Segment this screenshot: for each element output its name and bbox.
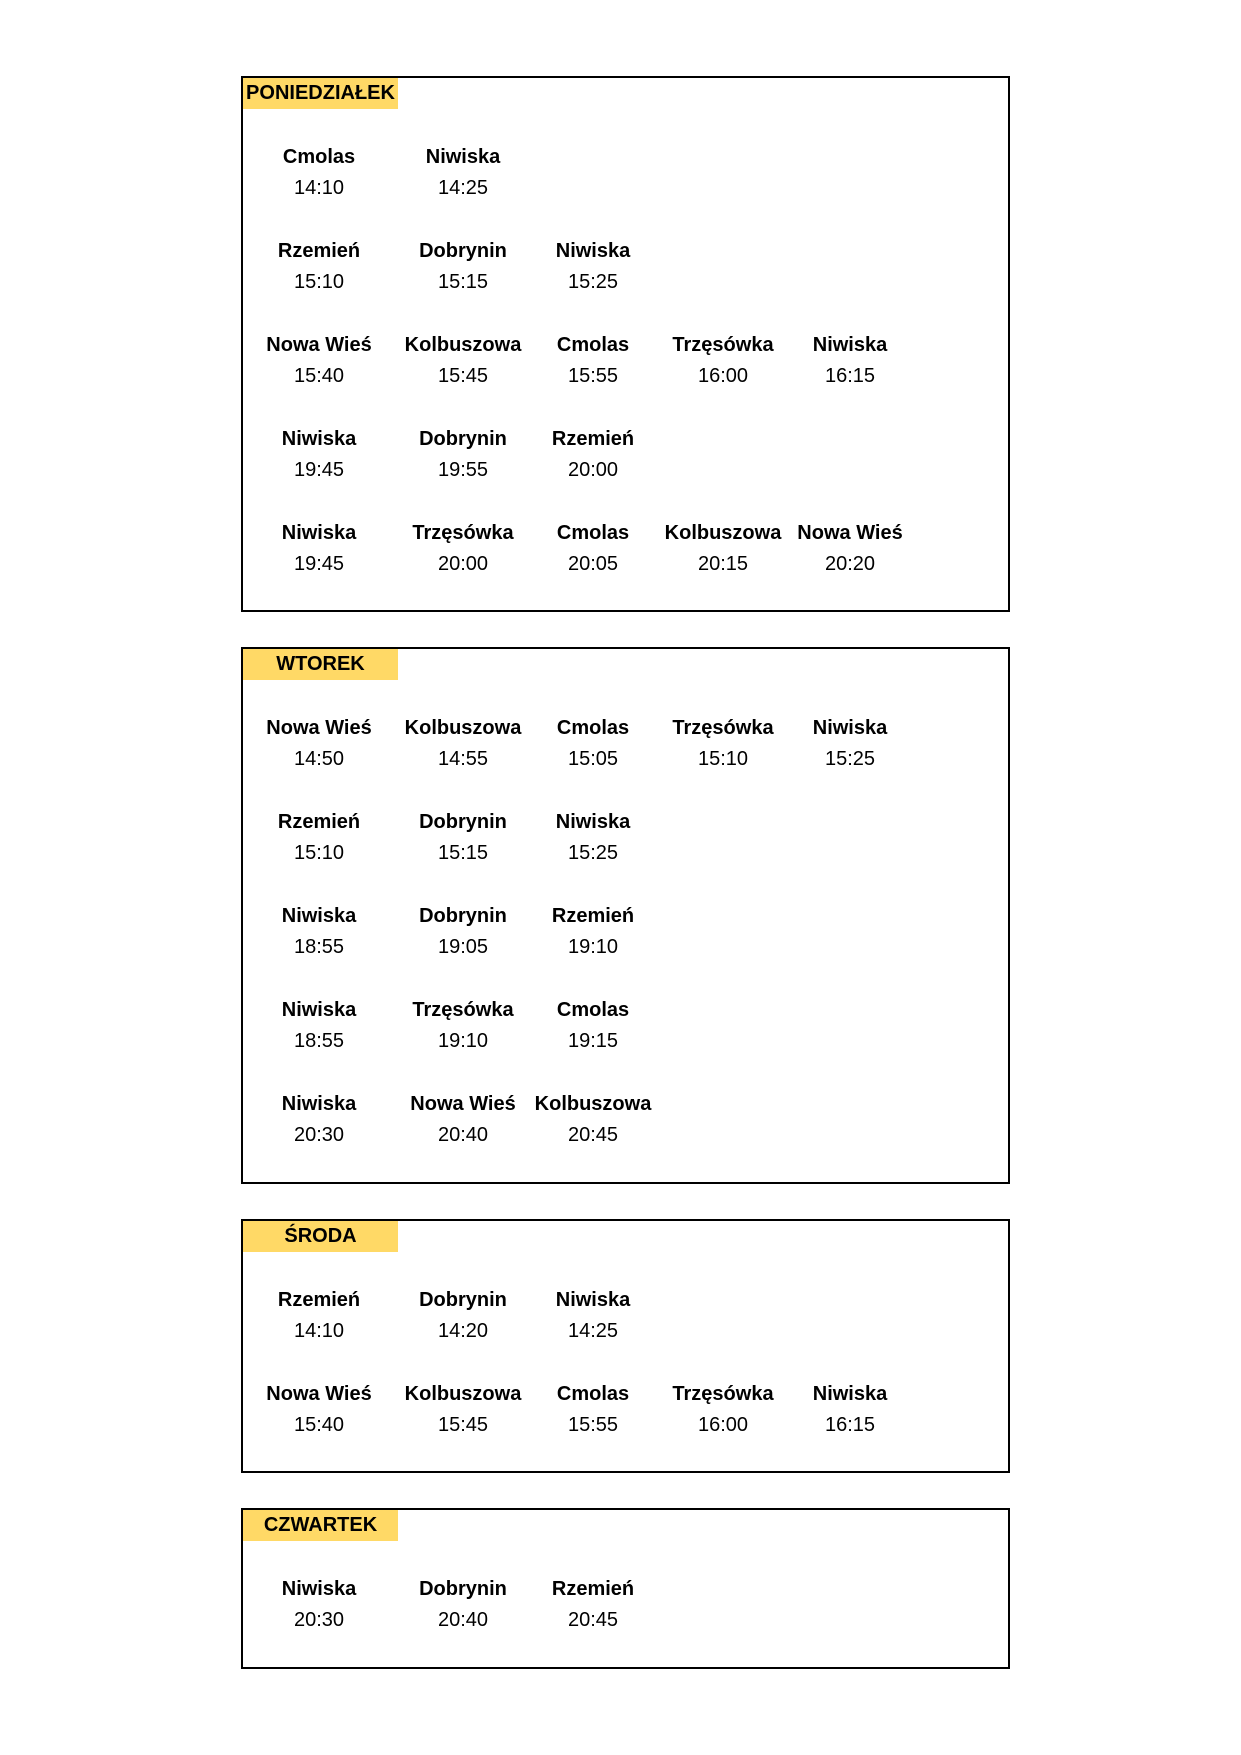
stop-time: 20:30 — [293, 1609, 345, 1631]
stop-name: Niwiska — [281, 999, 357, 1021]
stop-name: Niwiska — [425, 146, 501, 168]
stop-time: 14:10 — [293, 177, 345, 199]
stop — [788, 713, 912, 775]
stop-time: 15:05 — [567, 748, 619, 770]
stop-time: 20:30 — [293, 1124, 345, 1146]
stop-time: 14:10 — [293, 1320, 345, 1342]
stop-name: Niwiska — [812, 1383, 888, 1405]
stop-time: 14:20 — [437, 1320, 489, 1342]
day-section-sroda — [241, 1219, 1010, 1473]
stop-name: Rzemień — [277, 811, 361, 833]
stop — [257, 995, 381, 1057]
stop — [401, 713, 525, 775]
stop-time: 15:25 — [567, 842, 619, 864]
stop-name: Rzemień — [551, 905, 635, 927]
stop-name: Dobrynin — [419, 1578, 507, 1600]
stop-time: 15:55 — [567, 1414, 619, 1436]
stop — [661, 518, 785, 580]
stop-time: 15:45 — [437, 365, 489, 387]
stop-name: Niwiska — [555, 811, 631, 833]
stop-name: Cmolas — [556, 999, 630, 1021]
stop-time: 20:00 — [437, 553, 489, 575]
stop-time: 14:25 — [437, 177, 489, 199]
stop — [788, 330, 912, 392]
stop-time: 20:40 — [437, 1609, 489, 1631]
stop-name: Niwiska — [281, 1578, 357, 1600]
stop-time: 20:45 — [567, 1609, 619, 1631]
stop-name: Rzemień — [277, 1289, 361, 1311]
stop-name: Niwiska — [555, 240, 631, 262]
route-row — [243, 330, 1008, 396]
stop-name: Dobrynin — [419, 905, 507, 927]
stop-time: 15:25 — [824, 748, 876, 770]
stop — [531, 901, 655, 963]
stop-name: Dobrynin — [419, 240, 507, 262]
stop-time: 19:10 — [437, 1030, 489, 1052]
stop-time: 20:15 — [697, 553, 749, 575]
day-label: ŚRODA — [243, 1221, 398, 1252]
stop-name: Dobrynin — [419, 428, 507, 450]
stop-time: 19:10 — [567, 936, 619, 958]
stop — [661, 1379, 785, 1441]
stop-name: Trzęsówka — [672, 717, 774, 739]
route-row — [243, 1574, 1008, 1640]
stop — [531, 1574, 655, 1636]
stop-name: Cmolas — [556, 1383, 630, 1405]
stop-name: Rzemień — [277, 240, 361, 262]
stop — [401, 995, 525, 1057]
stop-time: 19:05 — [437, 936, 489, 958]
stop — [401, 424, 525, 486]
day-section-czwartek — [241, 1508, 1010, 1669]
stop — [531, 1285, 655, 1347]
stop — [531, 330, 655, 392]
stop-name: Nowa Wieś — [266, 1383, 372, 1405]
stop — [257, 1285, 381, 1347]
stop — [531, 1089, 655, 1151]
route-row — [243, 518, 1008, 584]
stop — [788, 1379, 912, 1441]
stop-name: Kolbuszowa — [534, 1093, 652, 1115]
stop — [257, 1574, 381, 1636]
stop-time: 16:15 — [824, 365, 876, 387]
stop-name: Kolbuszowa — [404, 717, 522, 739]
stop — [401, 807, 525, 869]
stop — [257, 424, 381, 486]
stop — [661, 330, 785, 392]
route-row — [243, 1285, 1008, 1351]
stop-name: Cmolas — [556, 522, 630, 544]
stop-time: 15:45 — [437, 1414, 489, 1436]
stop-name: Niwiska — [281, 428, 357, 450]
stop-name: Niwiska — [281, 1093, 357, 1115]
stop — [531, 713, 655, 775]
stop-time: 20:40 — [437, 1124, 489, 1146]
stop-time: 20:20 — [824, 553, 876, 575]
stop-name: Kolbuszowa — [664, 522, 782, 544]
stop — [257, 518, 381, 580]
stop — [788, 518, 912, 580]
stop — [401, 142, 525, 204]
stop-time: 14:25 — [567, 1320, 619, 1342]
stop — [257, 1379, 381, 1441]
stop-name: Rzemień — [551, 428, 635, 450]
stop-time: 19:15 — [567, 1030, 619, 1052]
stop-name: Niwiska — [812, 334, 888, 356]
stop-name: Niwiska — [281, 905, 357, 927]
stop-time: 15:40 — [293, 365, 345, 387]
stop-name: Niwiska — [555, 1289, 631, 1311]
day-label: WTOREK — [243, 649, 398, 680]
stop — [257, 713, 381, 775]
route-row — [243, 1089, 1008, 1155]
stop-name: Nowa Wieś — [266, 717, 372, 739]
stop-time: 15:15 — [437, 271, 489, 293]
stop-name: Nowa Wieś — [797, 522, 903, 544]
route-row — [243, 807, 1008, 873]
stop-time: 19:55 — [437, 459, 489, 481]
stop-time: 15:40 — [293, 1414, 345, 1436]
stop-name: Trzęsówka — [412, 999, 514, 1021]
stop — [531, 236, 655, 298]
stop-time: 15:25 — [567, 271, 619, 293]
stop — [401, 1574, 525, 1636]
stop-time: 15:10 — [293, 842, 345, 864]
stop — [531, 518, 655, 580]
route-row — [243, 236, 1008, 302]
stop — [531, 1379, 655, 1441]
stop-time: 18:55 — [293, 1030, 345, 1052]
stop-time: 16:15 — [824, 1414, 876, 1436]
stop-name: Cmolas — [556, 717, 630, 739]
stop-time: 14:50 — [293, 748, 345, 770]
stop — [257, 807, 381, 869]
stop-name: Trzęsówka — [412, 522, 514, 544]
stop-time: 20:45 — [567, 1124, 619, 1146]
stop-time: 18:55 — [293, 936, 345, 958]
stop-time: 14:55 — [437, 748, 489, 770]
stop-time: 19:45 — [293, 553, 345, 575]
route-row — [243, 424, 1008, 490]
stop — [257, 901, 381, 963]
stop — [401, 1379, 525, 1441]
stop-name: Dobrynin — [419, 1289, 507, 1311]
day-section-wtorek — [241, 647, 1010, 1184]
stop — [401, 901, 525, 963]
stop — [257, 1089, 381, 1151]
stop-time: 19:45 — [293, 459, 345, 481]
stop — [531, 807, 655, 869]
stop — [401, 330, 525, 392]
stop — [401, 1285, 525, 1347]
stop — [257, 142, 381, 204]
stop-name: Niwiska — [281, 522, 357, 544]
stop — [257, 236, 381, 298]
day-section-poniedzialek — [241, 76, 1010, 612]
stop-name: Rzemień — [551, 1578, 635, 1600]
stop — [401, 1089, 525, 1151]
stop-name: Dobrynin — [419, 811, 507, 833]
stop-time: 15:55 — [567, 365, 619, 387]
stop-time: 15:10 — [293, 271, 345, 293]
route-row — [243, 1379, 1008, 1445]
stop-time: 16:00 — [697, 365, 749, 387]
stop-name: Nowa Wieś — [410, 1093, 516, 1115]
stop — [531, 424, 655, 486]
stop-time: 15:15 — [437, 842, 489, 864]
stop — [401, 236, 525, 298]
stop — [531, 995, 655, 1057]
route-row — [243, 995, 1008, 1061]
route-row — [243, 713, 1008, 779]
stop — [257, 330, 381, 392]
stop-name: Nowa Wieś — [266, 334, 372, 356]
stop-name: Trzęsówka — [672, 1383, 774, 1405]
stop — [661, 713, 785, 775]
day-label: CZWARTEK — [243, 1510, 398, 1541]
stop-name: Cmolas — [556, 334, 630, 356]
stop-time: 20:00 — [567, 459, 619, 481]
stop-time: 16:00 — [697, 1414, 749, 1436]
stop-time: 15:10 — [697, 748, 749, 770]
stop-name: Kolbuszowa — [404, 1383, 522, 1405]
day-label: PONIEDZIAŁEK — [243, 78, 398, 109]
stop-name: Niwiska — [812, 717, 888, 739]
route-row — [243, 901, 1008, 967]
stop-name: Kolbuszowa — [404, 334, 522, 356]
stop-name: Trzęsówka — [672, 334, 774, 356]
route-row — [243, 142, 1008, 208]
stop — [401, 518, 525, 580]
stop-name: Cmolas — [282, 146, 356, 168]
stop-time: 20:05 — [567, 553, 619, 575]
